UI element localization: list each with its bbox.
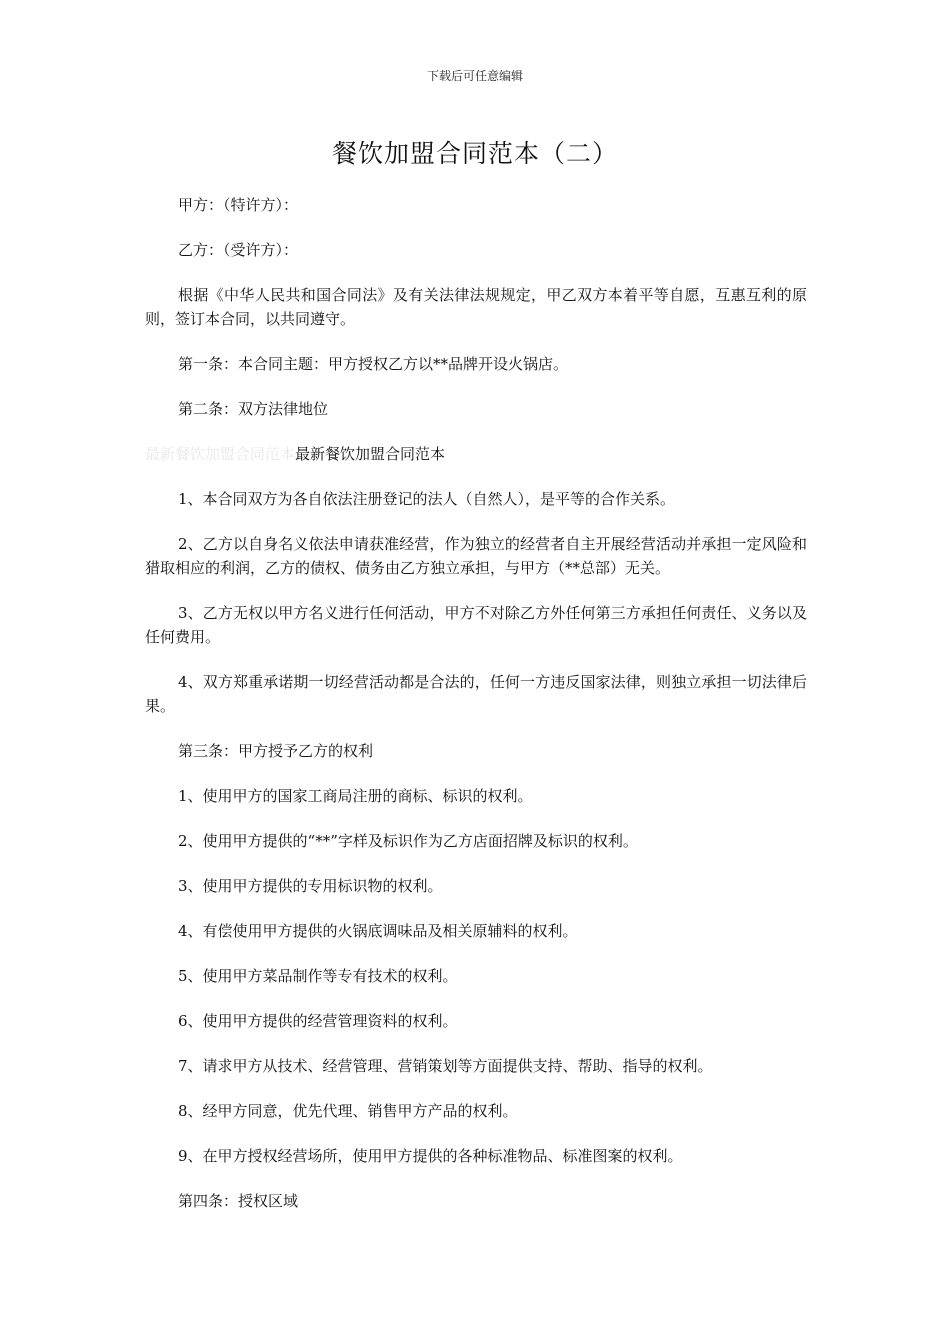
article-3-item-1: 1、使用甲方的国家工商局注册的商标、标识的权利。 [178, 787, 533, 805]
article-3-item-5: 5、使用甲方菜品制作等专有技术的权利。 [178, 967, 458, 985]
article-2-item-2: 2、乙方以自身名义依法申请获准经营，作为独立的经营者自主开展经营活动并承担一定风险和猎取相应的利润，乙方的债权、债务由乙方独立承担，与甲方（**总部）无关。 [145, 535, 807, 577]
paragraph-preamble: 根据《中华人民共和国合同法》及有关法律法规规定，甲乙双方本着平等自愿，互惠互利的原则，签订本合同，以共同遵守。 [145, 286, 807, 328]
article-3-item-3: 3、使用甲方提供的专用标识物的权利。 [178, 877, 443, 895]
article-3-heading: 第三条：甲方授予乙方的权利 [178, 742, 374, 760]
document-title: 餐饮加盟合同范本（二） [331, 139, 618, 168]
faint-watermark-line [145, 442, 807, 466]
paragraph-party-a: 甲方：（特许方）： [178, 196, 299, 214]
article-3-item-4: 4、有偿使用甲方提供的火锅底调味品及相关原辅料的权利。 [178, 922, 578, 940]
header-note: 下载后可任意编辑 [426, 69, 523, 83]
inline-heading: 最新餐饮加盟合同范本 [295, 445, 446, 463]
article-3-item-6: 6、使用甲方提供的经营管理资料的权利。 [178, 1012, 458, 1030]
article-3-item-7: 7、请求甲方从技术、经营管理、营销策划等方面提供支持、帮助、指导的权利。 [178, 1057, 713, 1075]
article-3-item-9: 9、在甲方授权经营场所，使用甲方提供的各种标准物品、标准图案的权利。 [178, 1147, 683, 1165]
article-3-item-8: 8、经甲方同意，优先代理、销售甲方产品的权利。 [178, 1102, 518, 1120]
article-2-heading: 第二条：双方法律地位 [178, 400, 329, 418]
article-4-heading: 第四条：授权区域 [178, 1192, 299, 1210]
paragraph-party-b: 乙方：（受许方）： [178, 241, 299, 259]
article-1: 第一条：本合同主题：甲方授权乙方以**品牌开设火锅店。 [178, 355, 569, 373]
faint-watermark-text: 最新餐饮加盟合同范本 [145, 445, 296, 463]
document-body [145, 193, 807, 1234]
article-2-item-1: 1、本合同双方为各自依法注册登记的法人（自然人），是平等的合作关系。 [178, 490, 676, 508]
article-3-item-2: 2、使用甲方提供的“**”字样及标识作为乙方店面招牌及标识的权利。 [178, 832, 638, 850]
article-2-item-4: 4、双方郑重承诺期一切经营活动都是合法的，任何一方违反国家法律，则独立承担一切法律后果。 [145, 673, 807, 715]
article-2-item-3: 3、乙方无权以甲方名义进行任何活动，甲方不对除乙方外任何第三方承担任何责任、义务以及任何费用。 [145, 604, 807, 646]
